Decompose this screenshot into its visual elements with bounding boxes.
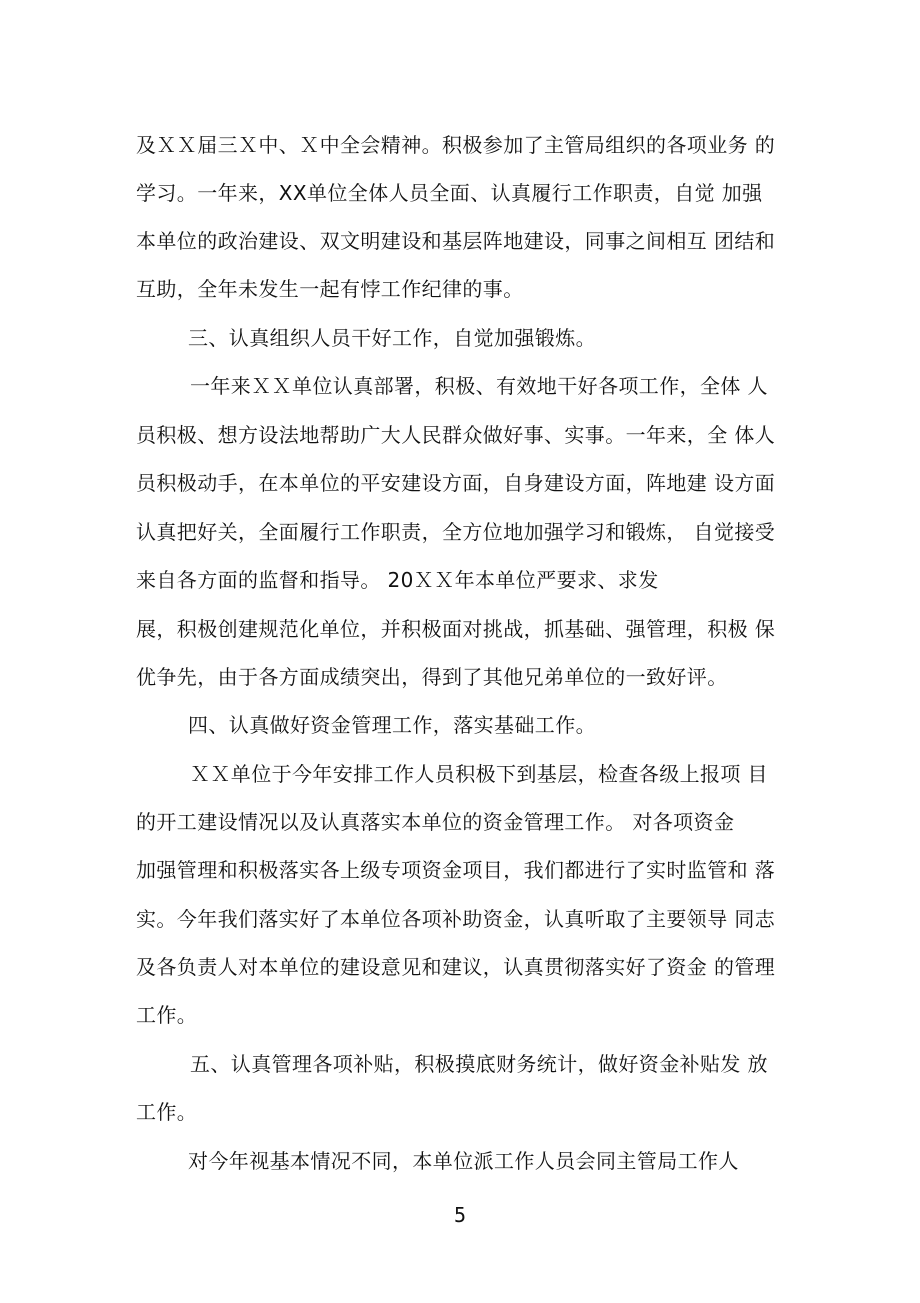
text-line: 加强管理和积极落实各上级专项资金项目，我们都进行了实时监管和 落 — [136, 858, 776, 882]
section-heading: 四、认真做好资金管理工作，落实基础工作。 — [188, 713, 596, 737]
text-line: 工作。 — [136, 1003, 198, 1027]
text-line: 优争先，由于各方面成绩突出，得到了其他兄弟单位的一致好评。 — [136, 665, 728, 689]
page-number: 5 — [453, 1203, 467, 1227]
text-line: 展，积极创建规范化单位，并积极面对挑战，抓基础、强管理，积极 保 — [136, 617, 776, 641]
text-line: ＸＸ单位于今年安排工作人员积极下到基层，检查各级上报项 目 — [190, 762, 768, 786]
section-heading: 三、认真组织人员干好工作，自觉加强锻炼。 — [188, 326, 596, 350]
text-line: 实。今年我们落实好了本单位各项补助资金，认真听取了主要领导 同志 — [136, 907, 776, 931]
text-line: 及ＸＸ届三Ｘ中、Ｘ中全会精神。积极参加了主管局组织的各项业务 的 — [136, 133, 776, 157]
text-line: 及各负责人对本单位的建设意见和建议，认真贯彻落实好了资金 的管理 — [136, 955, 776, 979]
text-line: 一年来ＸＸ单位认真部署，积极、有效地干好各项工作，全体 人 — [190, 374, 768, 398]
text-line: 对今年视基本情况不同，本单位派工作人员会同主管局工作人 — [188, 1149, 739, 1173]
text-line: 本单位的政治建设、双文明建设和基层阵地建设，同事之间相互 团结和 — [136, 229, 776, 253]
text-line: 员积极动手，在本单位的平安建设方面，自身建设方面，阵地建 设方面 — [136, 471, 776, 495]
text-line: 学习。一年来，XX单位全体人员全面、认真履行工作职责，自觉 加强 — [136, 181, 763, 205]
text-line: 来自各方面的监督和指导。 20ＸＸ年本单位严要求、求发 — [136, 568, 659, 592]
section-heading: 五、认真管理各项补贴，积极摸底财务统计，做好资金补贴发 放 — [190, 1052, 768, 1076]
text-line: 认真把好关，全面履行工作职责，全方位地加强学习和锻炼， 自觉接受 — [136, 520, 776, 544]
text-line: 的开工建设情况以及认真落实本单位的资金管理工作。 对各项资金 — [136, 810, 735, 834]
text-line: 工作。 — [136, 1100, 198, 1124]
text-line: 员积极、想方设法地帮助广大人民群众做好事、实事。一年来，全 体人 — [136, 423, 776, 447]
text-line: 互助，全年未发生一起有悖工作纪律的事。 — [136, 277, 524, 301]
